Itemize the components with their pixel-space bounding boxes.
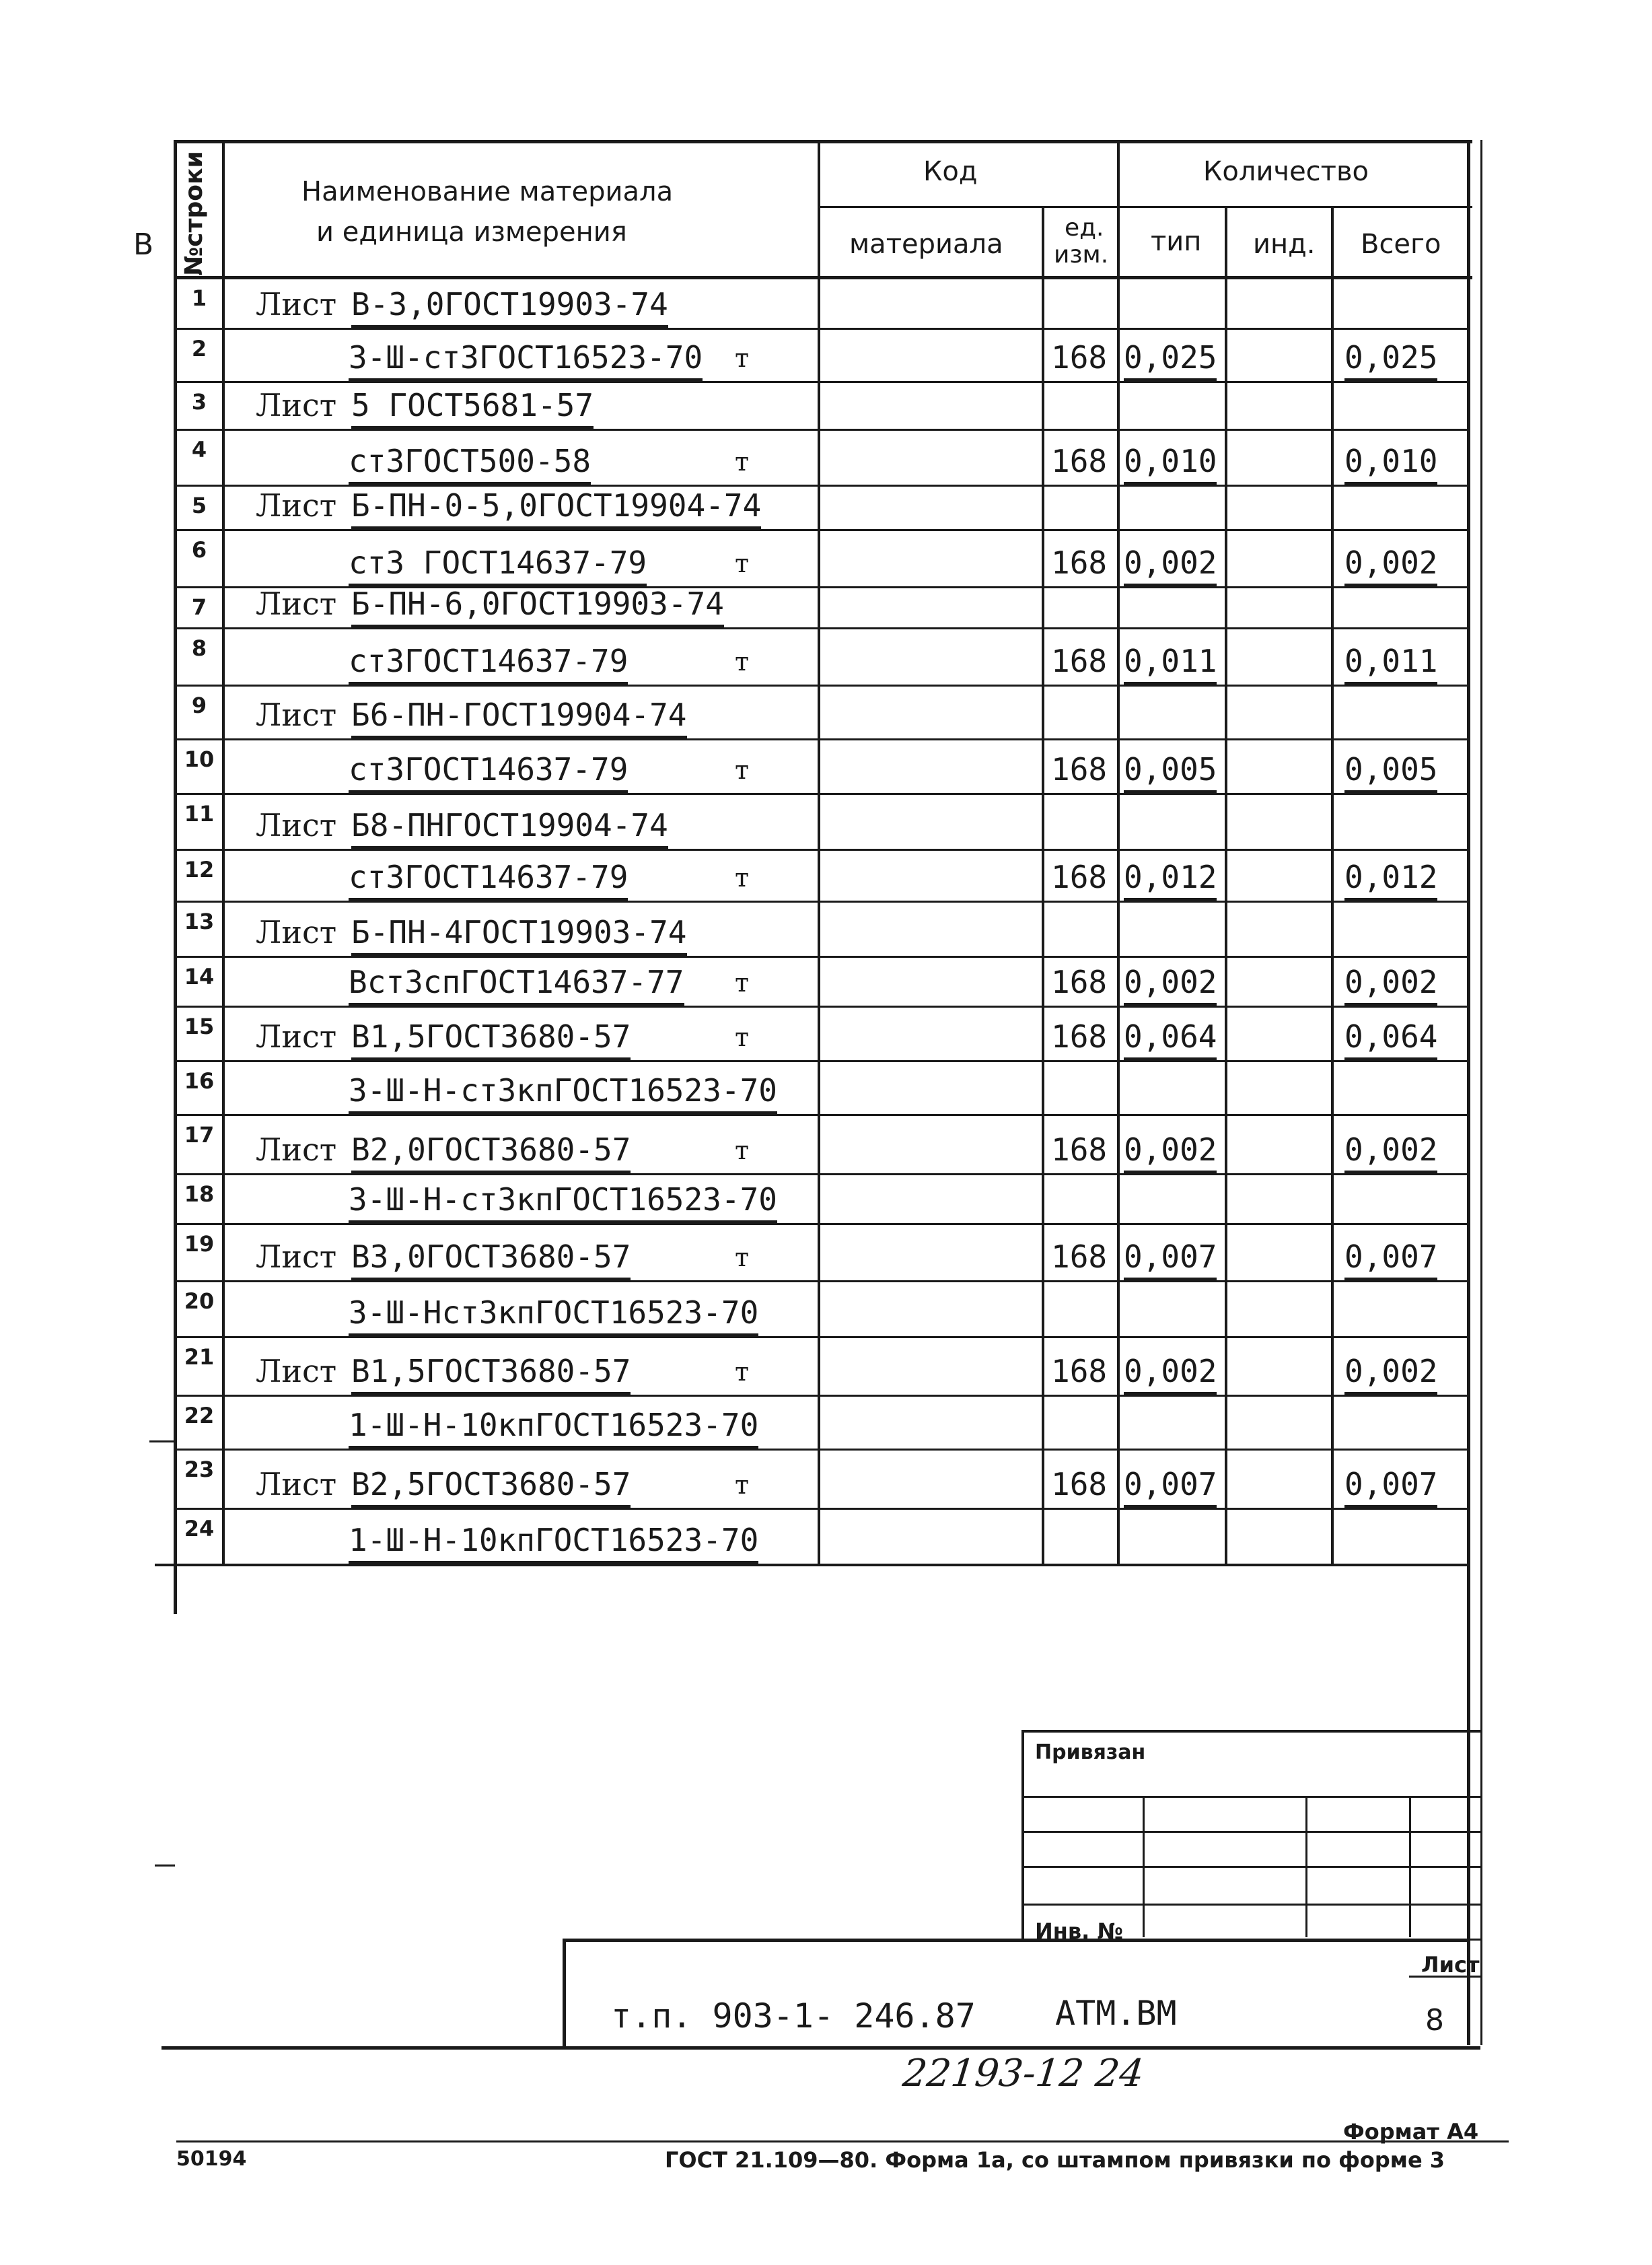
row-unit-t: т [735, 549, 750, 578]
row-material-name: ст3ГОСТ14637-79 [349, 643, 628, 685]
row-material-name: ст3ГОСТ14637-79 [349, 859, 628, 901]
stamp-col [1409, 1796, 1411, 1937]
row-material-name: 1-Ш-Н-10кпГОСТ16523-70 [349, 1522, 758, 1564]
row-number: 8 [191, 635, 207, 661]
row-number: 12 [184, 857, 215, 882]
row-number: 16 [184, 1068, 215, 1094]
row-unit-t: т [735, 1470, 750, 1500]
title-bottom [161, 2046, 1480, 2050]
row-prefix: Лист [256, 697, 337, 733]
row-prefix: Лист [256, 1239, 337, 1275]
col-type-right [1225, 206, 1227, 1564]
col-material-right [1042, 206, 1044, 1564]
row-unit-code: 168 [1051, 643, 1108, 679]
title-left [563, 1939, 566, 2046]
row-unit-t: т [735, 447, 750, 477]
row-qty-total: 0,005 [1344, 751, 1437, 793]
row-number: 17 [184, 1122, 215, 1148]
row-material-name: В1,5ГОСТ3680-57 [351, 1353, 631, 1395]
row-qty-type: 0,010 [1124, 443, 1217, 485]
header-bottom-border [174, 276, 1472, 279]
row-qty-total: 0,025 [1344, 339, 1437, 381]
col-num-right [222, 140, 225, 1564]
row-qty-total: 0,002 [1344, 1131, 1437, 1173]
row-prefix: Лист [256, 914, 337, 950]
row-unit-code: 168 [1051, 1239, 1108, 1275]
row-qty-type: 0,007 [1124, 1466, 1217, 1508]
row-qty-type: 0,002 [1124, 1131, 1217, 1173]
row-prefix: Лист [256, 1131, 337, 1168]
row-number: 24 [184, 1516, 215, 1541]
sheet-label: Лист [1421, 1952, 1480, 1978]
row-qty-type: 0,025 [1124, 339, 1217, 381]
row-divider [174, 1336, 1467, 1338]
header-name-line2: и единица измерения [316, 217, 627, 248]
row-divider [174, 1006, 1467, 1008]
table-top-border [174, 140, 1472, 143]
row-number: 9 [191, 693, 207, 718]
row-divider [174, 685, 1467, 687]
row-qty-type: 0,007 [1124, 1239, 1217, 1280]
stamp-inv-label: Инв. № [1035, 1918, 1123, 1944]
header-unit-2: изм. [1054, 241, 1109, 269]
row-qty-total: 0,007 [1344, 1239, 1437, 1280]
row-divider [174, 1508, 1467, 1510]
row-unit-code: 168 [1051, 443, 1108, 479]
margin-tick [149, 1440, 176, 1442]
stamp-line [1021, 1831, 1480, 1833]
footer-gost-note: ГОСТ 21.109—80. Форма 1а, со штампом привязки по форме 3 [665, 2147, 1445, 2173]
row-material-name: В2,5ГОСТ3680-57 [351, 1466, 631, 1508]
row-divider [174, 381, 1467, 383]
row-number: 11 [184, 801, 215, 827]
row-material-name: В3,0ГОСТ3680-57 [351, 1239, 631, 1280]
col-name-right [818, 140, 820, 1564]
row-qty-total: 0,007 [1344, 1466, 1437, 1508]
row-divider [174, 1173, 1467, 1175]
row-divider [174, 485, 1467, 487]
footer-rule [176, 2140, 1509, 2142]
handwritten-number: 22193-12 24 [900, 2052, 1146, 2095]
row-material-name: Б8-ПНГОСТ19904-74 [351, 807, 668, 849]
title-top [563, 1939, 1467, 1942]
row-qty-total: 0,064 [1344, 1018, 1437, 1060]
row-qty-total: 0,002 [1344, 964, 1437, 1006]
footer-format: Формат А4 [1343, 2119, 1479, 2145]
header-rownum: №строки [180, 151, 208, 276]
row-number: 4 [191, 437, 207, 462]
row-divider [174, 328, 1467, 330]
row-number: 2 [191, 336, 207, 361]
row-qty-type: 0,002 [1124, 1353, 1217, 1395]
row-prefix: Лист [256, 586, 337, 622]
row-divider [174, 1280, 1467, 1282]
margin-mark: В [133, 228, 154, 262]
header-material: материала [849, 229, 1003, 260]
row-divider [174, 738, 1467, 740]
row-qty-type: 0,002 [1124, 545, 1217, 586]
row-unit-t: т [735, 755, 750, 785]
row-number: 19 [184, 1231, 215, 1257]
stamp-line [1021, 1904, 1480, 1906]
row-prefix: Лист [256, 286, 337, 322]
row-material-name: 3-Ш-Нст3кпГОСТ16523-70 [349, 1294, 758, 1336]
row-material-name: 1-Ш-Н-10кпГОСТ16523-70 [349, 1407, 758, 1449]
table-bottom-border [155, 1564, 1467, 1566]
row-prefix: Лист [256, 1018, 337, 1055]
row-number: 10 [184, 746, 215, 772]
row-unit-code: 168 [1051, 1018, 1108, 1055]
row-material-name: ст3ГОСТ14637-79 [349, 751, 628, 793]
row-material-name: 3-Ш-Н-ст3кпГОСТ16523-70 [349, 1181, 777, 1223]
row-unit-code: 168 [1051, 545, 1108, 581]
row-prefix: Лист [256, 387, 337, 423]
row-unit-t: т [735, 343, 750, 373]
stamp-bound-label: Привязан [1035, 1741, 1146, 1764]
sheet-top [1409, 1939, 1480, 1941]
row-qty-type: 0,002 [1124, 964, 1217, 1006]
row-qty-total: 0,002 [1344, 545, 1437, 586]
col-unit-right [1117, 140, 1120, 1564]
header-name-line1: Наименование материала [301, 176, 674, 207]
doc-mark: АТМ.ВМ [1055, 1994, 1177, 2033]
row-number: 18 [184, 1181, 215, 1207]
row-qty-total: 0,002 [1344, 1353, 1437, 1395]
row-unit-t: т [735, 968, 750, 998]
row-number: 5 [191, 493, 207, 518]
row-unit-t: т [735, 647, 750, 676]
row-material-name: ст3 ГОСТ14637-79 [349, 545, 647, 586]
row-unit-t: т [735, 1243, 750, 1272]
row-divider [174, 1395, 1467, 1397]
stamp-col [1143, 1796, 1145, 1937]
row-qty-type: 0,005 [1124, 751, 1217, 793]
row-material-name: Б-ПН-0-5,0ГОСТ19904-74 [351, 487, 761, 529]
stamp-line [1021, 1866, 1480, 1868]
row-number: 22 [184, 1403, 215, 1428]
row-material-name: Б6-ПН-ГОСТ19904-74 [351, 697, 687, 738]
row-unit-code: 168 [1051, 1131, 1108, 1168]
stamp-col [1305, 1796, 1307, 1937]
row-divider [174, 901, 1467, 903]
row-unit-code: 168 [1051, 964, 1108, 1000]
table-right-border-outer [1480, 140, 1482, 2045]
row-prefix: Лист [256, 487, 337, 524]
row-number: 21 [184, 1344, 215, 1370]
row-material-name: 3-Ш-ст3ГОСТ16523-70 [349, 339, 703, 381]
row-unit-t: т [735, 1136, 750, 1165]
row-qty-total: 0,012 [1344, 859, 1437, 901]
row-material-name: Б-ПН-4ГОСТ19903-74 [351, 914, 687, 956]
row-qty-total: 0,010 [1344, 443, 1437, 485]
row-number: 1 [191, 285, 207, 311]
table-left-border [174, 140, 177, 1614]
row-divider [174, 793, 1467, 795]
row-qty-total: 0,011 [1344, 643, 1437, 685]
row-divider [174, 849, 1467, 851]
row-material-name: Вст3спГОСТ14637-77 [349, 964, 684, 1006]
row-unit-code: 168 [1051, 859, 1108, 895]
header-sub-divider [818, 206, 1472, 208]
row-number: 6 [191, 537, 207, 563]
row-unit-t: т [735, 863, 750, 893]
row-number: 3 [191, 389, 207, 415]
row-number: 20 [184, 1288, 215, 1314]
sheet-number: 8 [1425, 2003, 1444, 2037]
row-material-name: ст3ГОСТ500-58 [349, 443, 591, 485]
row-prefix: Лист [256, 807, 337, 843]
header-quantity: Количество [1203, 156, 1369, 187]
row-divider [174, 627, 1467, 629]
row-divider [174, 429, 1467, 431]
row-divider [174, 1114, 1467, 1116]
row-unit-t: т [735, 1357, 750, 1387]
row-qty-type: 0,064 [1124, 1018, 1217, 1060]
header-type: тип [1151, 226, 1202, 257]
row-unit-code: 168 [1051, 751, 1108, 788]
margin-tick [155, 1865, 175, 1867]
header-unit-1: ед. [1065, 214, 1104, 242]
row-prefix: Лист [256, 1466, 337, 1502]
row-divider [174, 529, 1467, 531]
row-material-name: 3-Ш-Н-ст3кпГОСТ16523-70 [349, 1072, 777, 1114]
col-ind-right [1331, 206, 1334, 1564]
row-number: 7 [191, 594, 207, 620]
header-ind: инд. [1253, 229, 1316, 260]
row-number: 13 [184, 909, 215, 934]
table-right-border [1467, 140, 1470, 2045]
row-number: 14 [184, 964, 215, 989]
stamp-top [1021, 1730, 1480, 1733]
row-material-name: 5 ГОСТ5681-57 [351, 387, 594, 429]
row-material-name: В-3,0ГОСТ19903-74 [351, 286, 668, 328]
row-unit-code: 168 [1051, 339, 1108, 376]
header-code: Код [923, 156, 978, 187]
row-prefix: Лист [256, 1353, 337, 1389]
row-material-name: Б-ПН-6,0ГОСТ19903-74 [351, 586, 724, 627]
row-unit-code: 168 [1051, 1466, 1108, 1502]
row-divider [174, 1449, 1467, 1451]
row-divider [174, 1060, 1467, 1062]
footer-left-code: 50194 [176, 2147, 247, 2171]
row-number: 15 [184, 1014, 215, 1039]
row-unit-code: 168 [1051, 1353, 1108, 1389]
stamp-line [1021, 1796, 1480, 1798]
row-divider [174, 956, 1467, 958]
doc-code: т.п. 903-1- 246.87 [611, 1996, 976, 2035]
row-material-name: В1,5ГОСТ3680-57 [351, 1018, 631, 1060]
row-qty-type: 0,012 [1124, 859, 1217, 901]
row-unit-t: т [735, 1022, 750, 1052]
row-number: 23 [184, 1457, 215, 1482]
row-material-name: В2,0ГОСТ3680-57 [351, 1131, 631, 1173]
header-total: Всего [1361, 229, 1441, 260]
row-qty-type: 0,011 [1124, 643, 1217, 685]
stamp-left [1021, 1730, 1024, 1942]
row-divider [174, 1223, 1467, 1225]
